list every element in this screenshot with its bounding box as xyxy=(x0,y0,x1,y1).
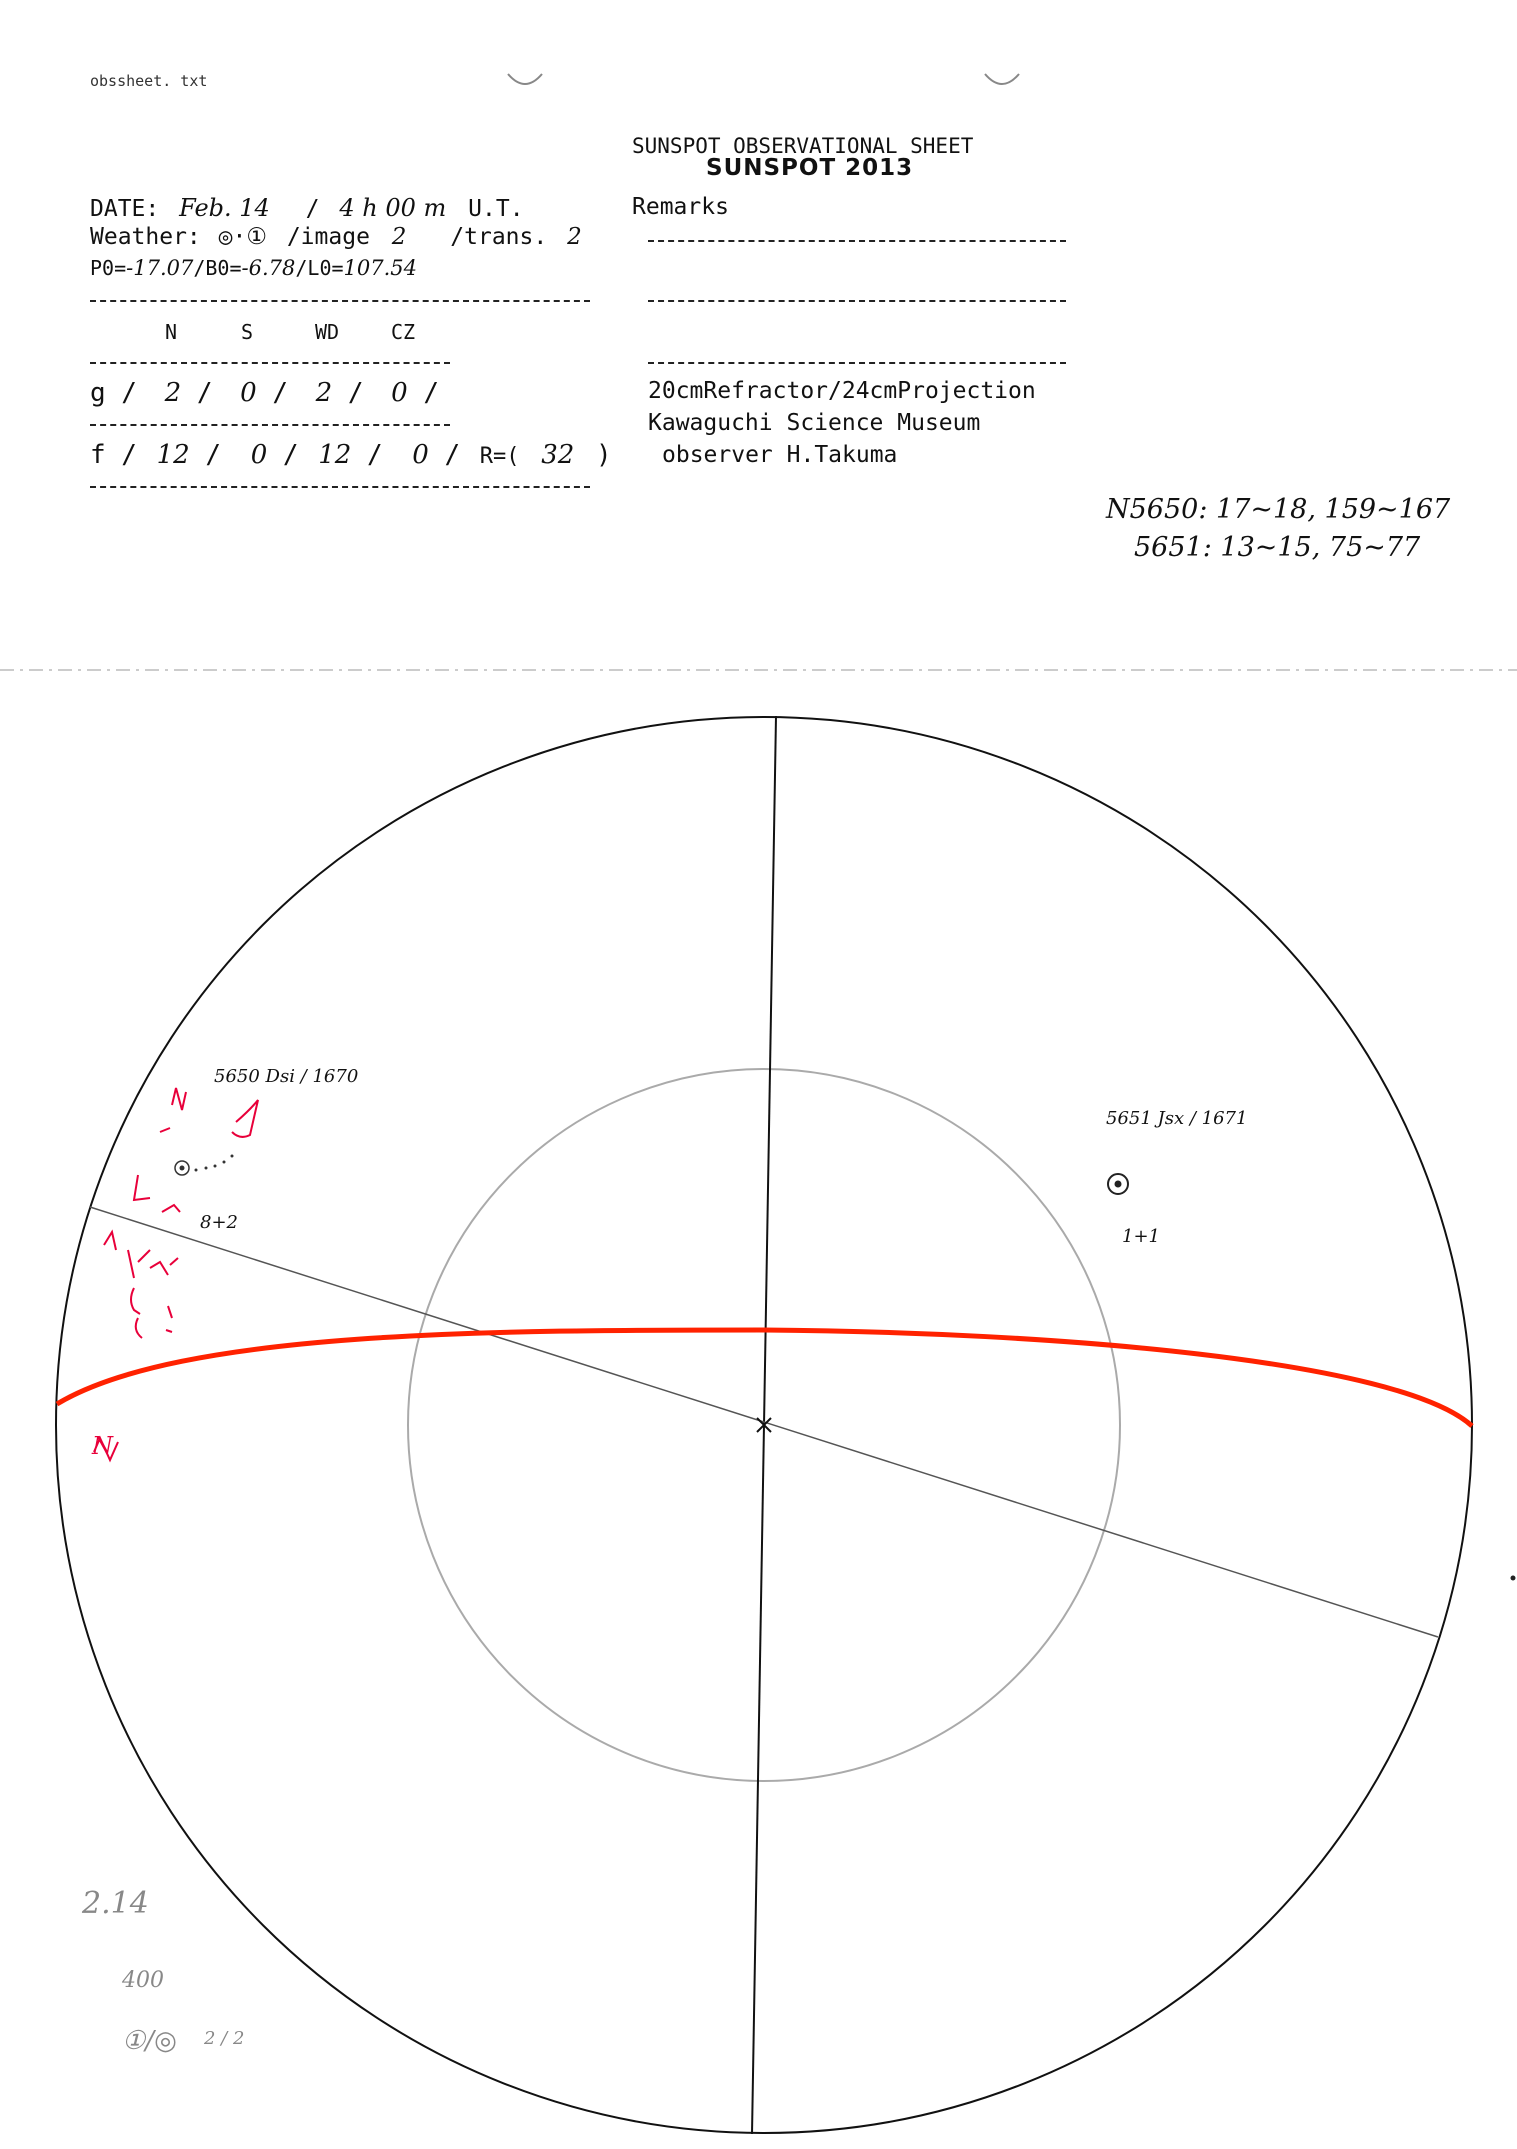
r-value: 32 xyxy=(541,440,575,470)
spot-group-5650 xyxy=(94,1088,258,1460)
sheet-title: SUNSPOT OBSERVATIONAL SHEET xyxy=(632,134,974,158)
museum-name: Kawaguchi Science Museum xyxy=(648,410,981,436)
observer-name: observer H.Takuma xyxy=(662,442,898,468)
f-sep: / xyxy=(366,440,383,470)
spot-mark xyxy=(136,1318,142,1338)
footer-condition-values: 2 / 2 xyxy=(204,2028,245,2049)
spot-group-5650-pencil xyxy=(175,1155,234,1176)
f-label: f / xyxy=(90,440,137,470)
b0-label: /B0= xyxy=(193,256,242,280)
remarks-line xyxy=(648,240,1066,242)
g-wd: 2 xyxy=(315,378,333,408)
time-separator: / xyxy=(305,196,320,222)
f-sep: / xyxy=(282,440,299,470)
spot-dot xyxy=(195,1169,198,1172)
l0-value: 107.54 xyxy=(343,256,418,280)
f-sep: / xyxy=(444,440,461,470)
note-line-2: 5651: 13~15, 75~77 xyxy=(1134,532,1421,563)
time-value: 4 h 00 m xyxy=(339,194,447,222)
date-label: DATE: xyxy=(90,196,160,222)
f-north: 12 xyxy=(156,440,190,470)
remarks-line xyxy=(648,300,1066,302)
group-count-row xyxy=(90,378,439,408)
group-5651-label: 5651 Jsx / 1671 xyxy=(1106,1108,1248,1129)
r-close: ) xyxy=(595,440,612,470)
p0-value: -17.07 xyxy=(126,256,194,280)
time-unit: U.T. xyxy=(468,196,524,222)
date-value: Feb. 14 xyxy=(179,194,270,222)
remarks-line xyxy=(648,362,1066,364)
g-cz: 0 xyxy=(391,378,408,408)
group-5650-label: 5650 Dsi / 1670 xyxy=(214,1066,359,1087)
punch-hole-right xyxy=(985,74,1019,84)
group-5651-count: 1+1 xyxy=(1122,1226,1160,1247)
punch-hole-left xyxy=(508,74,542,84)
g-sep: / xyxy=(272,378,288,408)
f-wd: 12 xyxy=(318,440,352,470)
image-label: /image xyxy=(286,224,370,250)
sheet-subtitle: SUNSPOT 2013 xyxy=(706,155,914,181)
divider xyxy=(90,362,450,364)
trans-value: 2 xyxy=(567,224,582,250)
file-name: obssheet. txt xyxy=(90,72,208,90)
remarks-label: Remarks xyxy=(632,194,729,220)
spot-dot xyxy=(214,1165,217,1168)
r-label: R=( xyxy=(479,444,520,469)
trans-label: /trans. xyxy=(450,224,548,250)
weather-label: Weather: xyxy=(90,224,201,250)
f-south: 0 xyxy=(250,440,268,470)
spot-mark xyxy=(128,1250,178,1278)
footer-magnification: 400 xyxy=(122,1968,164,1993)
count-header-wd: WD xyxy=(315,320,340,344)
footer-date: 2.14 xyxy=(82,1886,149,1921)
rotation-axis xyxy=(90,1207,1438,1637)
weather-row xyxy=(90,224,582,250)
margin-dot xyxy=(1511,1576,1516,1581)
spot-mark xyxy=(131,1288,140,1314)
divider xyxy=(90,424,450,426)
count-header-n: N xyxy=(165,320,178,344)
image-value: 2 xyxy=(391,224,407,250)
l0-label: /L0= xyxy=(295,256,344,280)
spot-count-row xyxy=(90,440,612,470)
g-sep: / xyxy=(423,378,440,408)
spot-mark xyxy=(134,1175,150,1200)
spot-mark xyxy=(160,1128,170,1132)
north-mark: N xyxy=(92,1432,113,1460)
weather-value: ◎·① xyxy=(218,224,267,250)
f-sep: / xyxy=(205,440,222,470)
telescope-info: 20cmRefractor/24cmProjection xyxy=(648,378,1036,404)
g-south: 0 xyxy=(240,378,257,408)
date-row xyxy=(90,194,524,222)
footer-conditions: ①/◎ xyxy=(122,2026,177,2056)
spot-mark xyxy=(232,1100,258,1137)
f-cz: 0 xyxy=(412,440,429,470)
divider xyxy=(90,300,590,302)
g-sep: / xyxy=(196,378,213,408)
b0-value: -6.78 xyxy=(241,256,296,280)
ephemeris-row xyxy=(90,256,417,280)
spot-dot xyxy=(223,1161,226,1164)
divider xyxy=(90,486,590,488)
spot-group-5651 xyxy=(1108,1174,1128,1194)
spot-mark xyxy=(104,1232,116,1250)
group-5650-count: 8+2 xyxy=(200,1212,238,1233)
spot-dot xyxy=(231,1155,234,1158)
g-label: g / xyxy=(90,378,137,408)
g-sep: / xyxy=(347,378,364,408)
spot-mark xyxy=(172,1088,186,1110)
note-line-1: N5650: 17~18, 159~167 xyxy=(1106,494,1451,525)
spot-umbra xyxy=(180,1166,185,1171)
p0-label: P0= xyxy=(90,256,127,280)
count-header-s: S xyxy=(241,320,254,344)
spot-dot xyxy=(205,1167,208,1170)
spot-umbra xyxy=(1115,1181,1122,1188)
count-header-cz: CZ xyxy=(391,320,416,344)
spot-mark xyxy=(166,1306,172,1332)
g-north: 2 xyxy=(164,378,182,408)
spot-mark xyxy=(162,1205,180,1212)
